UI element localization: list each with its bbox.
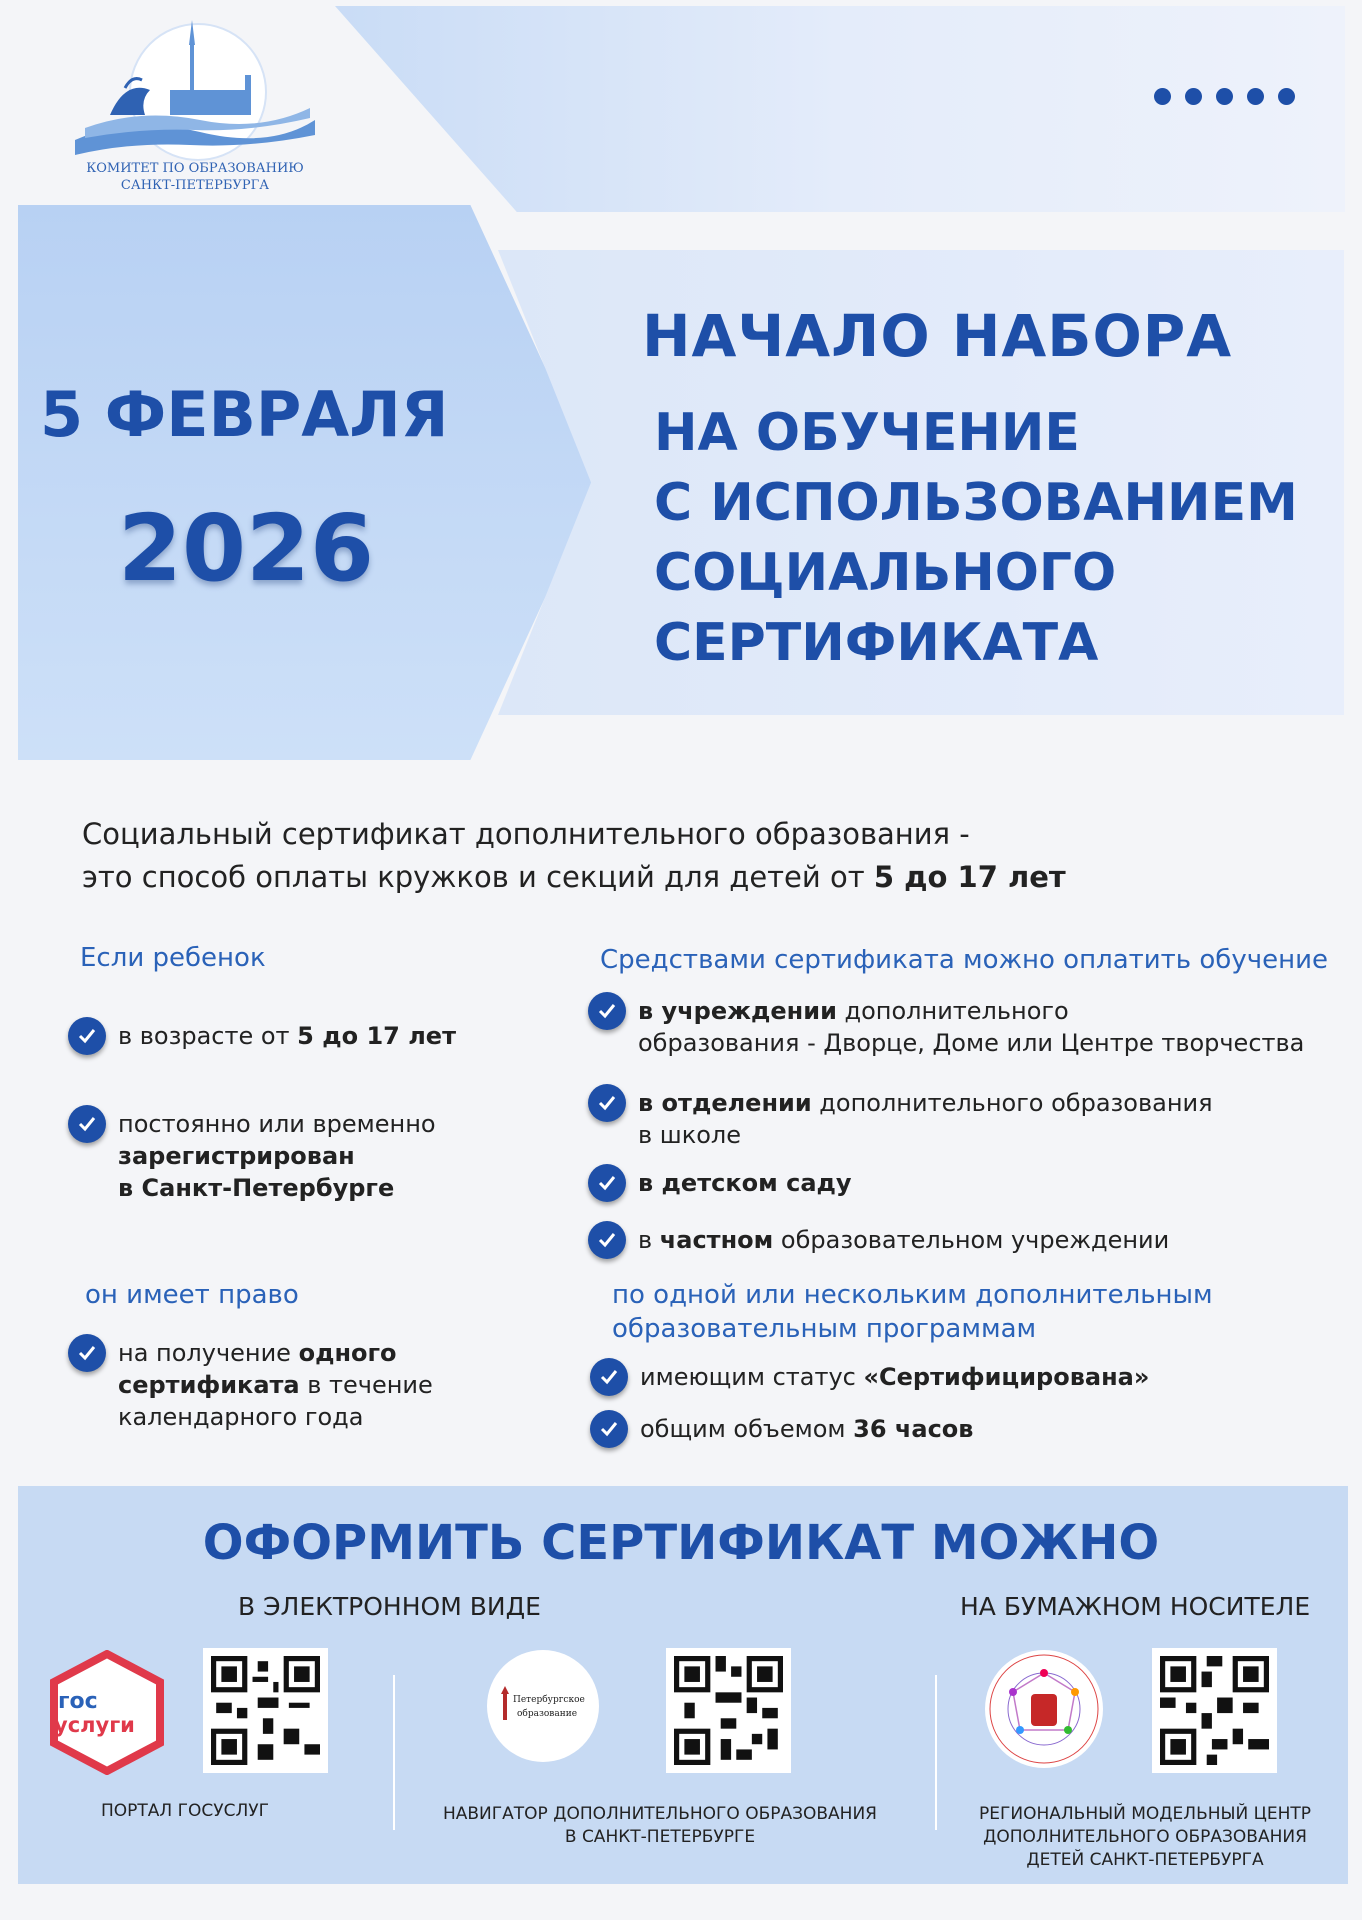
check-icon [588, 1164, 626, 1202]
check-icon [590, 1358, 628, 1396]
qr-code-gosuslugi[interactable] [203, 1648, 328, 1773]
right-one-certificate: на получение одного сертификата в течение календарного года [68, 1337, 528, 1433]
qr-code-navigator[interactable] [666, 1648, 791, 1773]
logo-caption [80, 160, 310, 194]
headline-line4: СЕРТИФИКАТА [654, 613, 1099, 673]
program-certified: имеющим статус «Сертифицирована» [590, 1361, 1330, 1396]
dots-decoration [1154, 88, 1295, 105]
svg-text:гос: гос [58, 1689, 98, 1714]
has-right-label: он имеет право [85, 1280, 299, 1310]
divider-2 [935, 1675, 937, 1830]
headline-line3: СОЦИАЛЬНОГО [654, 543, 1117, 603]
caption-gosuslugi: ПОРТАЛ ГОСУСЛУГ [101, 1801, 269, 1821]
electronic-label: В ЭЛЕКТРОННОМ ВИДЕ [238, 1592, 541, 1621]
regional-center-logo [985, 1650, 1103, 1768]
svg-text:Петербургское: Петербургское [513, 1695, 585, 1705]
program-volume: общим объемом 36 часов [590, 1413, 1330, 1448]
intro-line1: Социальный сертификат дополнительного образования - [82, 817, 970, 851]
programs-label: по одной или нескольким дополнительным образовательным программам [612, 1280, 1213, 1344]
check-icon [68, 1334, 106, 1372]
svg-text:образование: образование [517, 1709, 578, 1719]
date-block [18, 205, 598, 760]
check-icon [588, 1084, 626, 1122]
bottom-title: ОФОРМИТЬ СЕРТИФИКАТ МОЖНО [202, 1515, 1160, 1571]
headline-line2: С ИСПОЛЬЗОВАНИЕМ [654, 473, 1298, 533]
svg-text:услуги: услуги [54, 1713, 135, 1737]
qr-code-regional-center[interactable] [1152, 1648, 1277, 1773]
date-year: 2026 [118, 495, 375, 602]
divider-1 [393, 1675, 395, 1830]
spb-education-logo [487, 1650, 599, 1762]
headline-line1: НА ОБУЧЕНИЕ [654, 403, 1080, 463]
condition-age: в возрасте от 5 до 17 лет [68, 1020, 528, 1055]
gosuslugi-logo [48, 1650, 166, 1775]
check-icon [590, 1410, 628, 1448]
pay-kindergarten: в детском саду [588, 1167, 1328, 1202]
logo-caption-line2: САНКТ-ПЕТЕРБУРГА [120, 178, 270, 193]
if-child-label: Если ребенок [80, 943, 266, 973]
paper-label: НА БУМАЖНОМ НОСИТЕЛЕ [960, 1592, 1311, 1621]
intro-text [82, 813, 1282, 899]
condition-registered: постоянно или временно зарегистрирован в Санкт-Петербурге [68, 1108, 528, 1204]
check-icon [68, 1105, 106, 1143]
date-day-month: 5 ФЕВРАЛЯ [40, 378, 449, 451]
pay-institution: в учреждении дополнительного образования - Дворце, Доме или Центре творчества [588, 995, 1328, 1059]
headline-title: НАЧАЛО НАБОРА [642, 302, 1233, 370]
pay-school-department: в отделении дополнительного образования в школе [588, 1087, 1328, 1151]
check-icon [68, 1017, 106, 1055]
top-banner [335, 6, 1345, 212]
check-icon [588, 992, 626, 1030]
intro-line2: это способ оплаты кружков и секций для детей от 5 до 17 лет [82, 860, 1066, 894]
check-icon [588, 1221, 626, 1259]
logo-caption-line1: КОМИТЕТ ПО ОБРАЗОВАНИЮ [86, 161, 304, 176]
pay-for-label: Средствами сертификата можно оплатить обучение [600, 945, 1328, 975]
caption-regional-center: РЕГИОНАЛЬНЫЙ МОДЕЛЬНЫЙ ЦЕНТР ДОПОЛНИТЕЛЬНОГО ОБРАЗОВАНИЯ ДЕТЕЙ САНКТ-ПЕТЕРБУРГА [979, 1804, 1311, 1870]
caption-navigator: НАВИГАТОР ДОПОЛНИТЕЛЬНОГО ОБРАЗОВАНИЯ В САНКТ-ПЕТЕРБУРГЕ [442, 1804, 877, 1847]
headline-subtitle [654, 398, 1344, 678]
pay-private: в частном образовательном учреждении [588, 1224, 1328, 1259]
